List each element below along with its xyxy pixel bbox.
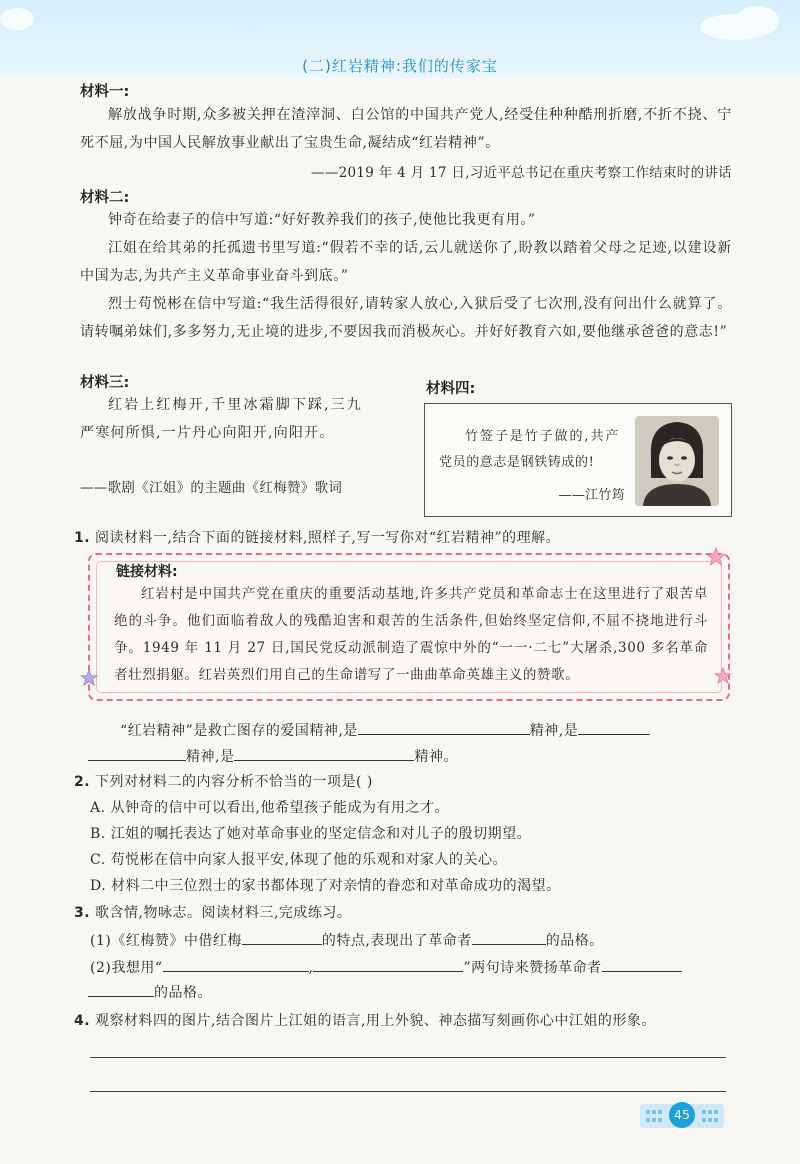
answer-blank[interactable] bbox=[88, 980, 154, 997]
material4-label: 材料四: bbox=[426, 381, 476, 397]
material3-source: ——歌剧《江姐》的主题曲《红梅赞》歌词 bbox=[80, 480, 343, 496]
material4-source: ——江竹筠 bbox=[558, 488, 625, 503]
material2-p2: 江姐在给其弟的托孤遗书里写道:“假若不幸的话,云儿就送你了,盼教以踏着父母之足迹,以建设新中国为志,为共产主义革命事业奋斗到底。” bbox=[80, 240, 732, 284]
q3-sub2 bbox=[90, 955, 682, 977]
question-text: 阅读材料一,结合下面的链接材料,照样子,写一写你对“红岩精神”的理解。 bbox=[95, 530, 561, 546]
question-number: 1. bbox=[74, 530, 91, 546]
page-number: 45 bbox=[669, 1102, 695, 1128]
material1-source: ——2019 年 4 月 17 日,习近平总书记在重庆考察工作结束时的讲话 bbox=[311, 165, 732, 181]
star-icon bbox=[714, 667, 732, 685]
cloud-decoration bbox=[735, 6, 779, 36]
link-material-label: 链接材料: bbox=[116, 564, 178, 580]
q3-sub2-cont bbox=[88, 980, 212, 1002]
answer-blank[interactable] bbox=[313, 955, 463, 972]
material2-p1: 钟奇在给妻子的信中写道:“好好教养我们的孩子,使他比我更有用。” bbox=[108, 212, 536, 228]
material3-label: 材料三: bbox=[80, 375, 130, 391]
answer-blank[interactable] bbox=[163, 955, 309, 972]
section-title: (二)红岩精神:我们的传家宝 bbox=[302, 57, 498, 75]
q1-fill-b: 精神,是 bbox=[529, 723, 579, 739]
answer-line[interactable] bbox=[90, 1057, 726, 1058]
q2-option-c: C. 苟悦彬在信中向家人报平安,体现了他的乐观和对家人的关心。 bbox=[90, 852, 508, 868]
question-1 bbox=[74, 527, 734, 547]
q1-fill-c: 精神,是 bbox=[186, 749, 235, 765]
q2-option-a: A. 从钟奇的信中可以看出,他希望孩子能成为有用之才。 bbox=[90, 800, 449, 816]
material4-box bbox=[424, 403, 732, 517]
question-number: 2. bbox=[74, 774, 91, 790]
answer-blank[interactable] bbox=[358, 718, 530, 735]
answer-blank[interactable] bbox=[472, 928, 546, 945]
link-material-box bbox=[88, 553, 730, 701]
material2-p3: 烈士苟悦彬在信中写道:“我生活得很好,请转家人放心,入狱后受了七次刑,没有问出什么就算了。请转嘱弟妹们,多多努力,无止境的进步,不要因我而消极灰心。并好好教育六如,要他继承爸爸的意志!” bbox=[80, 296, 732, 340]
star-icon bbox=[706, 547, 726, 567]
answer-blank[interactable] bbox=[88, 744, 186, 761]
q3-s2-text: , bbox=[308, 960, 314, 976]
q3-s2-text: (2)我想用“ bbox=[90, 960, 163, 976]
link-material-text: 红岩村是中国共产党在重庆的重要活动基地,许多共产党员和革命志士在这里进行了艰苦卓绝的斗争。他们面临着敌人的残酷迫害和艰苦的生活条件,但始终坚定信仰,不屈不挠地进行斗争。1949 年 11 月 27 日,国民党反动派制造了震惊中外的“一一·二七”大屠杀,300 多名革命者壮烈捐躯。红岩英烈们用自己的生命谱写了一曲曲革命英雄主义的赞歌。 bbox=[114, 586, 708, 683]
q1-fill-d: 精神。 bbox=[414, 749, 458, 765]
question-number: 3. bbox=[74, 905, 91, 921]
jiang-jie-portrait bbox=[635, 416, 719, 506]
question-2 bbox=[74, 771, 734, 791]
star-icon bbox=[80, 669, 98, 687]
material3-text: 红岩上红梅开,千里冰霜脚下踩,三九严寒何所惧,一片丹心向阳开,向阳开。 bbox=[80, 397, 362, 441]
q1-fill-line2 bbox=[88, 744, 728, 766]
answer-blank[interactable] bbox=[578, 718, 650, 735]
q3-s2-text: ”两句诗来赞扬革命者 bbox=[463, 960, 602, 976]
answer-blank[interactable] bbox=[234, 744, 414, 761]
question-text: 歌含情,物咏志。阅读材料三,完成练习。 bbox=[95, 905, 352, 921]
material2-label: 材料二: bbox=[80, 190, 130, 206]
q3-sub1 bbox=[90, 928, 604, 950]
q1-fill-a: “红岩精神”是救亡图存的爱国精神,是 bbox=[120, 723, 358, 739]
question-number: 4. bbox=[74, 1013, 91, 1029]
q3-s2-text: 的品格。 bbox=[154, 985, 212, 1001]
q2-option-b: B. 江姐的嘱托表达了她对革命事业的坚定信念和对儿子的殷切期望。 bbox=[90, 826, 532, 842]
cloud-decoration bbox=[0, 8, 34, 30]
material1-label: 材料一: bbox=[80, 84, 130, 100]
answer-blank[interactable] bbox=[602, 955, 682, 972]
q3-s1-text: 的品格。 bbox=[545, 933, 604, 949]
q2-option-d: D. 材料二中三位烈士的家书都体现了对亲情的眷恋和对革命成功的渴望。 bbox=[90, 878, 561, 894]
question-text: 观察材料四的图片,结合图片上江姐的语言,用上外貌、神态描写刻画你心中江姐的形象。 bbox=[95, 1013, 656, 1029]
q3-s1-text: (1)《红梅赞》中借红梅 bbox=[90, 933, 242, 949]
question-text: 下列对材料二的内容分析不恰当的一项是( ) bbox=[95, 774, 373, 790]
question-4 bbox=[74, 1010, 734, 1030]
q3-s1-text: 的特点,表现出了革命者 bbox=[321, 933, 472, 949]
answer-blank[interactable] bbox=[242, 928, 322, 945]
answer-line[interactable] bbox=[90, 1091, 726, 1092]
material4-quote: 竹签子是竹子做的,共产党员的意志是钢铁铸成的! bbox=[439, 429, 619, 470]
question-3 bbox=[74, 902, 734, 922]
q1-fill-line1 bbox=[120, 718, 732, 740]
material1-text: 解放战争时期,众多被关押在渣滓洞、白公馆的中国共产党人,经受住种种酷刑折磨,不折不挠、宁死不屈,为中国人民解放事业献出了宝贵生命,凝结成“红岩精神”。 bbox=[80, 107, 732, 151]
